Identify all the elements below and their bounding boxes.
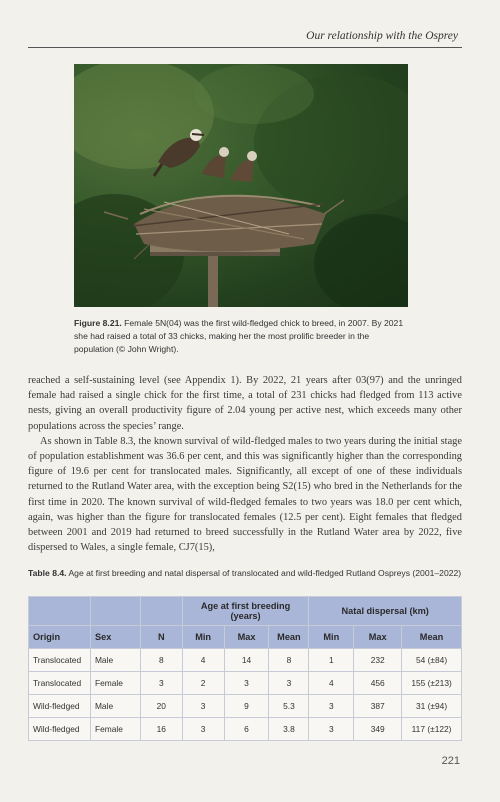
col-header-disp-mean: Mean xyxy=(402,626,462,649)
cell-age-min: 3 xyxy=(182,718,224,741)
cell-age-max: 3 xyxy=(224,672,269,695)
cell-disp-max: 349 xyxy=(354,718,402,741)
table-row xyxy=(29,718,462,741)
cell-disp-mean: 54 (±84) xyxy=(402,649,462,672)
blank-header-cell xyxy=(29,597,91,626)
table-row xyxy=(29,695,462,718)
cell-age-min: 3 xyxy=(182,695,224,718)
col-header-age-min: Min xyxy=(182,626,224,649)
cell-sex: Male xyxy=(90,649,140,672)
cell-origin: Translocated xyxy=(29,649,91,672)
cell-disp-min: 1 xyxy=(309,649,354,672)
blank-header-cell xyxy=(90,597,140,626)
cell-age-mean: 3 xyxy=(269,672,309,695)
page-number: 221 xyxy=(441,755,460,767)
cell-age-min: 4 xyxy=(182,649,224,672)
table-caption xyxy=(28,567,462,580)
cell-disp-max: 232 xyxy=(354,649,402,672)
dispersal-table xyxy=(28,596,462,741)
col-header-sex: Sex xyxy=(90,626,140,649)
running-head: Our relationship with the Osprey xyxy=(306,30,458,42)
cell-age-max: 9 xyxy=(224,695,269,718)
cell-disp-min: 4 xyxy=(309,672,354,695)
figure-caption-text: Female 5N(04) was the first wild-fledged chick to breed, in 2007. By 2021 she had raised a total of 33 chicks, making her the most prolific breeder in the population (© John Wright). xyxy=(74,318,404,354)
body-paragraph-1: reached a self-sustaining level (see Appendix 1). By 2022, 21 years after 03(97) and the unringed female had raised a single chick for the first time, a total of 231 chicks had fledged from 113 active nests, giving an overall productivity figure of 2.04 young per active nest, which exceeds many other populations across the species’ range. xyxy=(28,375,462,432)
cell-disp-max: 456 xyxy=(354,672,402,695)
figure-caption xyxy=(74,317,408,356)
cell-origin: Wild-fledged xyxy=(29,695,91,718)
cell-n: 16 xyxy=(140,718,182,741)
cell-disp-mean: 117 (±122) xyxy=(402,718,462,741)
table-row xyxy=(29,649,462,672)
cell-age-mean: 8 xyxy=(269,649,309,672)
cell-age-max: 14 xyxy=(224,649,269,672)
col-header-disp-min: Min xyxy=(309,626,354,649)
cell-disp-min: 3 xyxy=(309,695,354,718)
group-header-dispersal: Natal dispersal (km) xyxy=(309,597,462,626)
col-header-disp-max: Max xyxy=(354,626,402,649)
group-header-age: Age at first breeding (years) xyxy=(182,597,309,626)
table-caption-text: Age at first breeding and natal dispersal of translocated and wild-fledged Rutland Ospreys (2001–2022) xyxy=(68,568,462,578)
col-header-age-max: Max xyxy=(224,626,269,649)
cell-n: 3 xyxy=(140,672,182,695)
cell-age-min: 2 xyxy=(182,672,224,695)
cell-disp-max: 387 xyxy=(354,695,402,718)
cell-sex: Male xyxy=(90,695,140,718)
table-label: Table 8.4. xyxy=(28,568,67,578)
cell-disp-mean: 31 (±94) xyxy=(402,695,462,718)
cell-disp-mean: 155 (±213) xyxy=(402,672,462,695)
blank-header-cell xyxy=(140,597,182,626)
osprey-nest-photo xyxy=(74,64,408,307)
body-paragraph-2: As shown in Table 8.3, the known survival of wild-fledged males to two years during the initial stage of population establishment was 36.6 per cent, and this was significantly higher than the corresponding figure of 19.6 per cent for translocated males. Significantly, all except of one of these individuals returned to the Rutland Water area, with the exception being S2(15) who bred in the Netherlands for the first time in 2020. The known survival of wild-fledged females to two years was 18.0 per cent which, again, was higher than the figure for translocated females (12.5 per cent). Eight females that fledged between 2001 and 2019 had returned to breed successfully in the Rutland Water area by 2022, five dispersed to Wales, a single female, CJ7(15), xyxy=(28,435,462,554)
table-column-header-row xyxy=(29,626,462,649)
cell-disp-min: 3 xyxy=(309,718,354,741)
table-row xyxy=(29,672,462,695)
table-group-header-row xyxy=(29,597,462,626)
cell-sex: Female xyxy=(90,718,140,741)
cell-origin: Translocated xyxy=(29,672,91,695)
cell-n: 8 xyxy=(140,649,182,672)
header-rule xyxy=(28,47,462,48)
cell-age-mean: 5.3 xyxy=(269,695,309,718)
osprey-nest-illustration xyxy=(74,64,408,307)
col-header-origin: Origin xyxy=(29,626,91,649)
figure-label: Figure 8.21. xyxy=(74,318,122,328)
cell-n: 20 xyxy=(140,695,182,718)
cell-sex: Female xyxy=(90,672,140,695)
cell-origin: Wild-fledged xyxy=(29,718,91,741)
col-header-n: N xyxy=(140,626,182,649)
cell-age-mean: 3.8 xyxy=(269,718,309,741)
col-header-age-mean: Mean xyxy=(269,626,309,649)
cell-age-max: 6 xyxy=(224,718,269,741)
body-text xyxy=(28,373,462,555)
